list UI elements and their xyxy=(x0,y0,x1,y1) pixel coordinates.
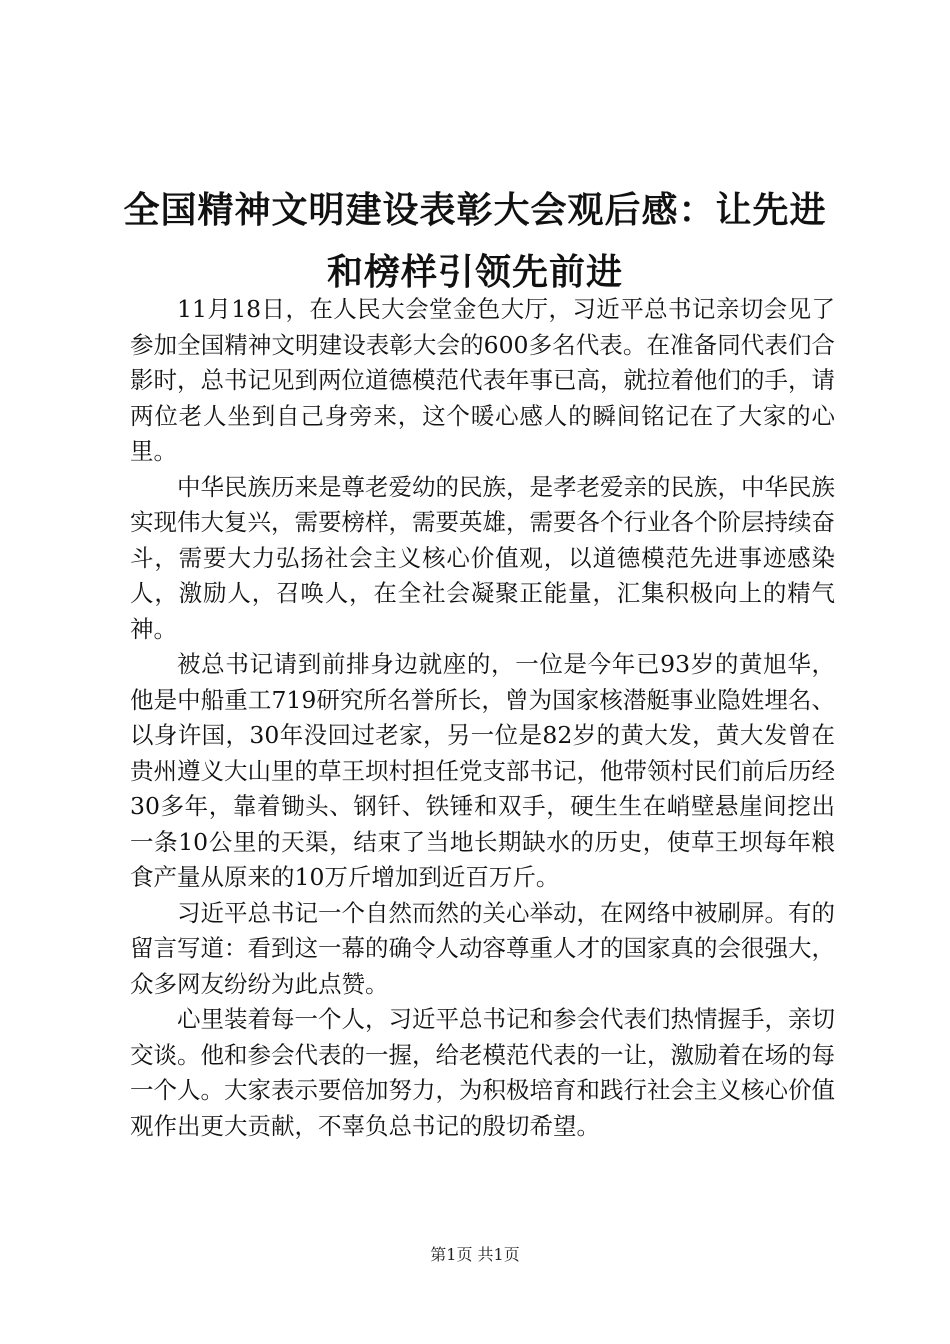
paragraph: 中华民族历来是尊老爱幼的民族，是孝老爱亲的民族，中华民族实现伟大复兴，需要榜样，需要英雄，需要各个行业各个阶层持续奋斗，需要大力弘扬社会主义核心价值观，以道德模范先进事迹感染人，激励人，召唤人，在全社会凝聚正能量，汇集积极向上的精气神。 xyxy=(130,472,835,643)
paragraph: 心里装着每一个人，习近平总书记和参会代表们热情握手，亲切交谈。他和参会代表的一握，给老模范代表的一让，激励着在场的每一个人。大家表示要倍加努力，为积极培育和践行社会主义核心价值观作出更大贡献，不辜负总书记的殷切希望。 xyxy=(130,1005,835,1140)
document-title: 全国精神文明建设表彰大会观后感：让先进和榜样引领先前进 xyxy=(123,190,827,293)
paragraph: 被总书记请到前排身边就座的，一位是今年已93岁的黄旭华，他是中船重工719研究所名誉所长，曾为国家核潜艇事业隐姓埋名、以身许国，30年没回过老家，另一位是82岁的黄大发，黄大发曾在贵州遵义大山里的草王坝村担任党支部书记，他带领村民们前后历经30多年，靠着锄头、钢钎、铁锤和双手，硬生生在峭壁悬崖间挖出一条10公里的天渠，结束了当地长期缺水的历史，使草王坝每年粮食产量从原来的10万斤增加到近百万斤。 xyxy=(130,650,835,891)
paragraph: 11月18日，在人民大会堂金色大厅，习近平总书记亲切会见了参加全国精神文明建设表彰大会的600多名代表。在准备同代表们合影时，总书记见到两位道德模范代表年事已高，就拉着他们的手，请两位老人坐到自己身旁来，这个暖心感人的瞬间铭记在了大家的心里。 xyxy=(130,295,835,465)
paragraph: 习近平总书记一个自然而然的关心举动，在网络中被刷屏。有的留言写道：看到这一幕的确令人动容尊重人才的国家真的会很强大，众多网友纷纷为此点赞。 xyxy=(130,898,835,998)
document-body xyxy=(130,292,835,1144)
page-footer: 第1页 共1页 xyxy=(430,1245,520,1264)
